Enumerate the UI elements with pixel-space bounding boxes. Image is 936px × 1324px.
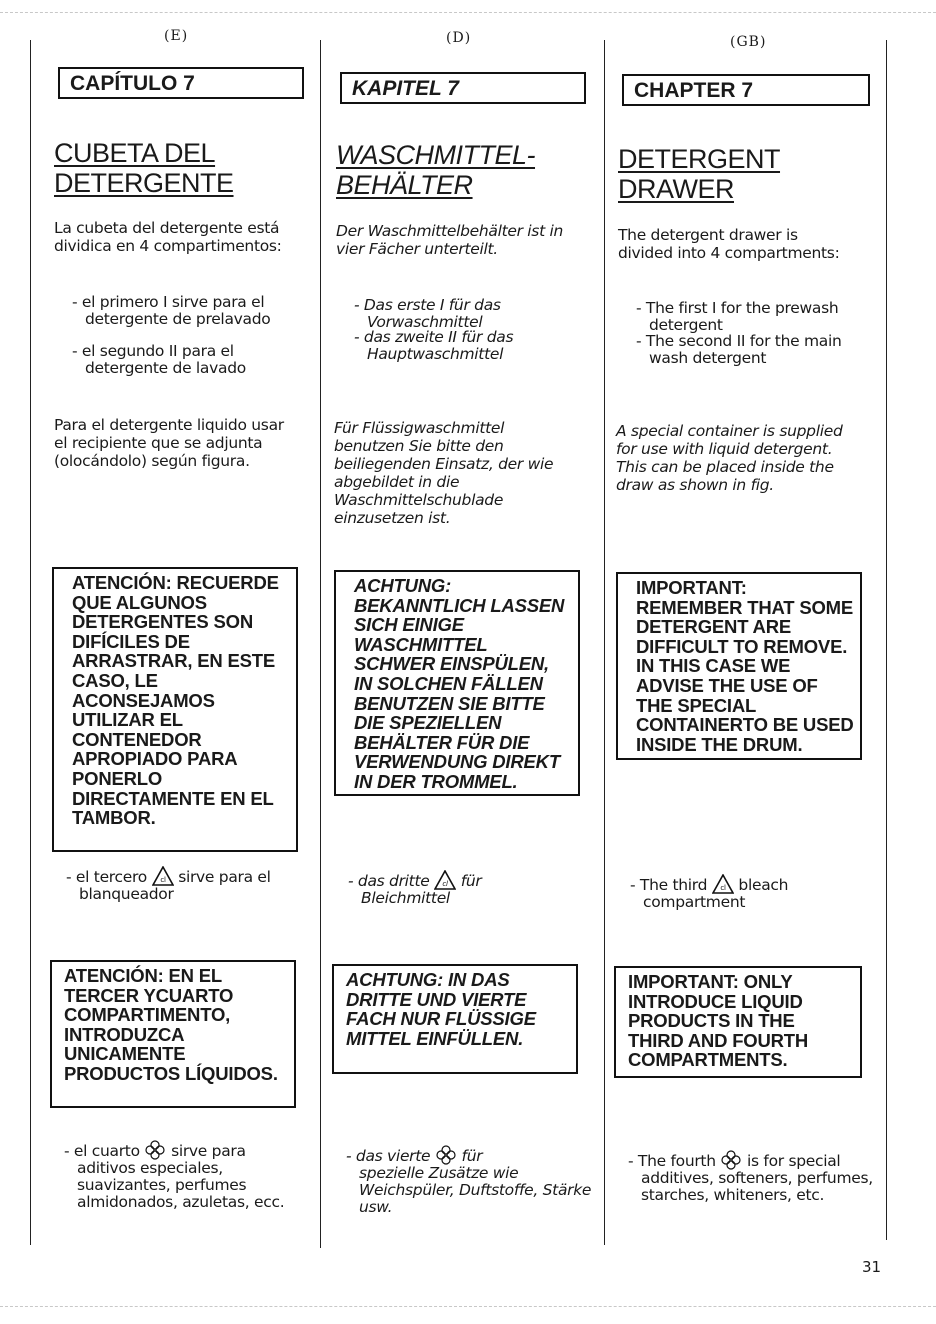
bullet-second: - The second II for the main wash detergent <box>636 332 842 367</box>
bleach-triangle-icon <box>712 874 734 894</box>
page-number: 31 <box>862 1258 882 1276</box>
bullet-third: - el tercero cl sirve para el blanqueador <box>66 868 271 903</box>
bullet-first: - el primero I sirve para el detergente de prelavado <box>72 293 271 328</box>
intro-text: The detergent drawer is divided into 4 compartments: <box>618 226 840 262</box>
svg-text:cl: cl <box>720 884 726 892</box>
intro-text: La cubeta del detergente está dividica en 4 compartimentos: <box>54 219 282 255</box>
chapter-heading: CAPÍTULO 7 <box>58 67 304 99</box>
liquid-detergent-text: A special container is supplied for use with liquid detergent. This can be placed inside the draw as shown in fig. <box>616 422 843 494</box>
liquid-detergent-text: Para el detergente liquido usar el recipiente que se adjunta (olocándolo) según figura. <box>54 416 284 470</box>
bullet-first: - The first I for the prewash detergent <box>636 299 839 334</box>
column-spanish <box>0 0 320 1300</box>
intro-text: Der Waschmittelbehälter ist in vier Fächer unterteilt. <box>336 222 564 258</box>
bleach-triangle-icon <box>152 866 174 886</box>
chapter-heading: CHAPTER 7 <box>622 74 870 106</box>
svg-text:cl: cl <box>159 876 166 884</box>
bullet-fourth: - el cuarto sirve para aditivos especiales, suavizantes, perfumes almidonados, azuletas, ecc. <box>64 1142 285 1211</box>
section-title: WASCHMITTEL- BEHÄLTER <box>336 140 536 200</box>
warning-box-1: IMPORTANT: REMEMBER THAT SOME DETERGENT ARE DIFFICULT TO REMOVE. IN THIS CASE WE ADVISE THE USE OF THE SPECIAL CONTAINERTO BE USED INSIDE THE DRUM. <box>616 572 862 760</box>
language-flag: (E) <box>164 28 189 44</box>
column-divider-right <box>886 40 887 1240</box>
warning-box-2: ATENCIÓN: EN EL TERCER YCUARTO COMPARTIMENTO, INTRODUZCA UNICAMENTE PRODUCTOS LÍQUIDOS. <box>50 960 296 1108</box>
liquid-detergent-text: Für Flüssigwaschmittel benutzen Sie bitte den beiliegenden Einsatz, der wie abgebildet in die Waschmittelschublade einzusetzen ist. <box>334 419 554 527</box>
bullet-third: - The third cl bleach compartment <box>630 876 789 911</box>
flower-icon <box>435 1145 457 1165</box>
warning-box-1: ACHTUNG: BEKANNTLICH LASSEN SICH EINIGE WASCHMITTEL SCHWER EINSPÜLEN, IN SOLCHEN FÄLLEN BENUTZEN SIE BITTE DIE SPEZIELLEN BEHÄLTER FÜR DIE VERWENDUNG DIREKT IN DER TROMMEL. <box>334 570 580 796</box>
language-flag: (D) <box>446 30 472 46</box>
section-title: DETERGENT DRAWER <box>618 144 781 204</box>
language-flag: (GB) <box>730 34 767 50</box>
bullet-third: - das dritte cl für Bleichmittel <box>348 872 482 907</box>
column-german <box>320 0 604 1300</box>
section-title: CUBETA DEL DETERGENTE <box>54 138 234 198</box>
bottom-dashed-rule <box>0 1306 936 1307</box>
flower-icon <box>720 1150 742 1170</box>
bullet-fourth: - das vierte für spezielle Zusätze wie Weichspüler, Duftstoffe, Stärke usw. <box>346 1147 592 1216</box>
warning-box-2: IMPORTANT: ONLY INTRODUCE LIQUID PRODUCTS IN THE THIRD AND FOURTH COMPARTMENTS. <box>614 966 862 1078</box>
column-english <box>604 0 886 1300</box>
svg-text:cl: cl <box>442 880 448 888</box>
warning-box-1: ATENCIÓN: RECUERDE QUE ALGUNOS DETERGENTES SON DIFÍCILES DE ARRASTRAR, EN ESTE CASO, LE ACONSEJAMOS UTILIZAR EL CONTENEDOR APROPIADO PARA PONERLO DIRECTAMENTE EN EL TAMBOR. <box>52 567 298 852</box>
warning-box-2: ACHTUNG: IN DAS DRITTE UND VIERTE FACH NUR FLÜSSIGE MITTEL EINFÜLLEN. <box>332 964 578 1074</box>
chapter-heading: KAPITEL 7 <box>340 72 586 104</box>
bullet-second: - das zweite II für das Hauptwaschmittel <box>354 328 514 363</box>
bleach-triangle-icon <box>434 870 456 890</box>
bullet-first: - Das erste I für das Vorwaschmittel <box>354 296 501 331</box>
bullet-fourth: - The fourth is for special additives, softeners, perfumes, starches, whiteners, etc. <box>628 1152 873 1204</box>
bullet-second: - el segundo II para el detergente de lavado <box>72 342 246 377</box>
flower-icon <box>144 1140 166 1160</box>
